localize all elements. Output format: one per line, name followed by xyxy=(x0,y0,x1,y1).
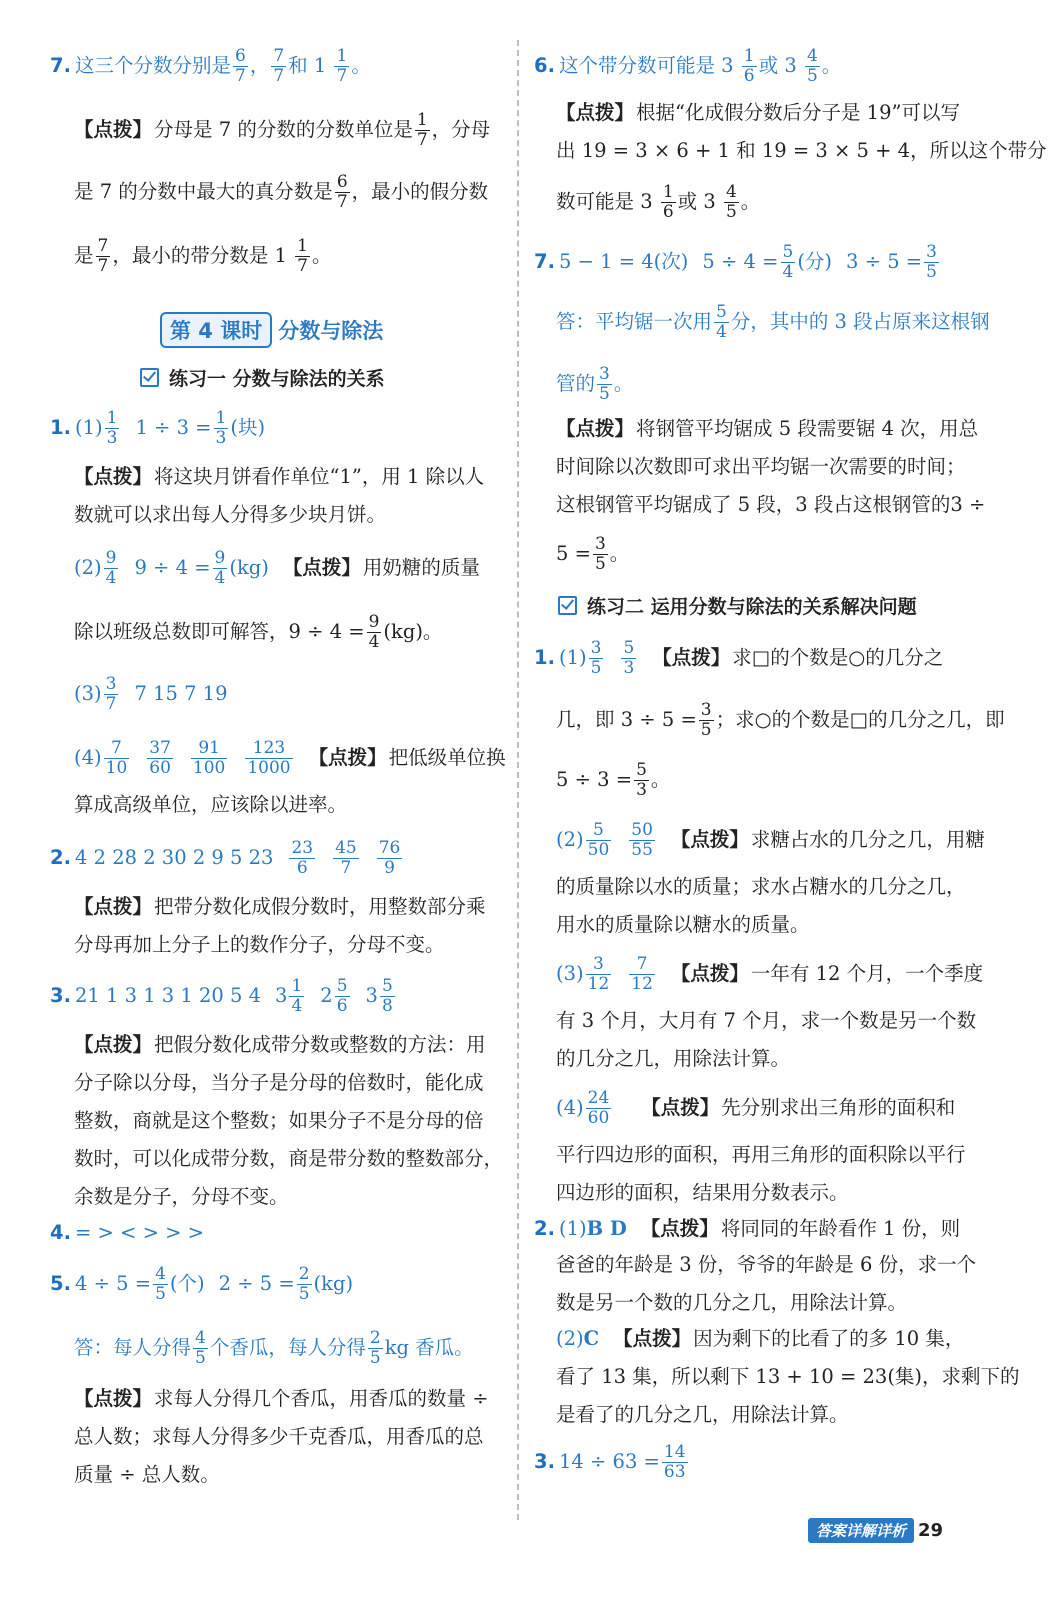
fraction: $\frac{4}{5}$ xyxy=(806,46,818,86)
fraction: $\frac{23}{6}$ xyxy=(291,838,314,878)
right-q7-hint-line2: 时间除以次数即可求出平均锯一次需要的时间； xyxy=(556,455,966,478)
left-q5-hint-line1: 【点拨】 求每人分得几个香瓜，用香瓜的数量 ÷ xyxy=(74,1387,489,1410)
left-q2-hint-line1: 【点拨】 把带分数化成假分数时，用整数部分乘 xyxy=(74,895,486,918)
right-p2-answer: 2. (1)B D 【点拨】 将同同的年龄看作 1 份，则 xyxy=(534,1217,961,1240)
right-q7-hint-line4: 5 = $\frac{3}{5}$ 。 xyxy=(556,534,630,574)
right-p1b-answer: (2) $\frac{5}{50}$ $\frac{50}{55}$ 【点拨】 求糖占水的几分之几，用糖 xyxy=(556,820,985,860)
right-q7-hint-line1: 【点拨】 将钢管平均锯成 5 段需要锯 4 次，用总 xyxy=(556,417,979,440)
fraction: $\frac{3}{5}$ xyxy=(594,534,606,574)
fraction: $\frac{123}{1000}$ xyxy=(247,738,291,778)
fraction: $\frac{5}{3}$ xyxy=(636,760,647,800)
fraction: $\frac{2}{5}$ xyxy=(298,1264,310,1304)
left-q3-hint-line3: 整数，商就是这个整数；如果分子不是分母的倍 xyxy=(74,1109,484,1132)
left-q7-hint-line1: 【点拨】 分母是 7 的分数的分数单位是 $\frac{1}{7}$ ，分母 xyxy=(74,110,491,150)
right-p1c-hint-line2: 有 3 个月，大月有 7 个月，求一个数是另一个数 xyxy=(556,1009,977,1032)
fraction: $\frac{5}{6}$ xyxy=(336,976,348,1016)
right-p3-answer: 3. 14 ÷ 63 = $\frac{14}{63}$ xyxy=(534,1442,686,1482)
right-p2-hint-line2: 爸爸的年龄是 3 份，爷爷的年龄是 6 份，求一个 xyxy=(556,1253,977,1276)
fraction: $\frac{1}{7}$ xyxy=(297,236,308,276)
right-p1-hint-line3: 5 ÷ 3 = $\frac{5}{3}$ 。 xyxy=(556,760,671,800)
right-p1c-hint-line3: 的几分之几，用除法计算。 xyxy=(556,1047,791,1070)
left-q1d-hint-line2: 算成高级单位，应该除以进率。 xyxy=(74,793,348,816)
right-q7-answer-sentence-2: 管的 $\frac{3}{5}$ 。 xyxy=(556,364,634,404)
right-p1d-hint-line2: 平行四边形的面积，再用三角形的面积除以平行 xyxy=(556,1143,966,1166)
page-footer xyxy=(808,1518,943,1543)
fraction: $\frac{45}{7}$ xyxy=(335,838,357,878)
left-q1-hint-line1: 【点拨】 将这块月饼看作单位“1”，用 1 除以人 xyxy=(74,465,485,488)
right-p1c-answer: (3) $\frac{3}{12}$ $\frac{7}{12}$ 【点拨】 一年有 12 个月，一个季度 xyxy=(556,954,984,994)
right-q7-answer: 7. 5 − 1 = 4(次) 5 ÷ 4 = $\frac{5}{4}$ (分) 3 ÷ 5 = $\frac{3}{5}$ xyxy=(534,242,937,282)
right-p2-hint-line3: 数是另一个数的几分之几，用除法计算。 xyxy=(556,1291,908,1314)
left-q5-hint-line2: 总人数；求每人分得多少千克香瓜，用香瓜的总 xyxy=(74,1425,484,1448)
page-number: 29 xyxy=(918,1520,944,1541)
fraction: $\frac{3}{12}$ xyxy=(587,954,610,994)
right-q6-hint-line2: 出 19 = 3 × 6 + 1 和 19 = 3 × 5 + 4，所以这个带分 xyxy=(556,139,1047,162)
fraction: $\frac{4}{5}$ xyxy=(155,1264,166,1304)
checkbox-icon xyxy=(558,596,577,615)
left-q1c-answer: (3) $\frac{3}{7}$ 7 15 7 19 xyxy=(74,674,228,714)
left-q1d-answer: (4) $\frac{7}{10}$ $\frac{37}{60}$ $\frac{91}{100}$ $\frac{123}{1000}$ 【点拨】 把低级单位换 xyxy=(74,738,506,778)
lesson-title: 第 4 课时 分数与除法 xyxy=(160,312,383,348)
fraction: $\frac{5}{4}$ xyxy=(716,302,727,342)
fraction: $\frac{37}{60}$ xyxy=(149,738,171,778)
right-q7-answer-sentence-1: 答：平均锯一次用 $\frac{5}{4}$ 分，其中的 3 段占原来这根钢 xyxy=(556,302,990,342)
fraction: $\frac{6}{7}$ xyxy=(336,172,348,212)
left-q2-answer: 2. 4 2 28 2 30 2 9 5 23 $\frac{23}{6}$ $\frac{45}{7}$ $\frac{76}{9}$ xyxy=(50,838,401,878)
fraction: $\frac{7}{7}$ xyxy=(273,46,285,86)
fraction: $\frac{1}{4}$ xyxy=(291,976,303,1016)
checkbox-icon xyxy=(140,368,159,387)
left-q1-answer: 1. (1) $\frac{1}{3}$ 1 ÷ 3 = $\frac{1}{3}$ (块) xyxy=(50,408,266,448)
right-p1b-hint-line3: 用水的质量除以糖水的质量。 xyxy=(556,913,810,936)
fraction: $\frac{6}{7}$ xyxy=(235,46,246,86)
fraction: $\frac{5}{8}$ xyxy=(381,976,393,1016)
fraction: $\frac{1}{7}$ xyxy=(416,110,428,150)
column-divider xyxy=(517,40,519,1520)
fraction: $\frac{3}{5}$ xyxy=(926,242,937,282)
left-q5-answer: 5. 4 ÷ 5 = $\frac{4}{5}$ (个) 2 ÷ 5 = $\frac{2}{5}$ (kg) xyxy=(50,1264,354,1304)
fraction: $\frac{3}{5}$ xyxy=(700,700,712,740)
left-q3-answer: 3. 21 1 3 1 3 1 20 5 4 3 $\frac{1}{4}$ 2 $\frac{5}{6}$ 3 $\frac{5}{8}$ xyxy=(50,976,393,1016)
right-p2b-hint-line3: 是看了的几分之几，用除法计算。 xyxy=(556,1403,849,1426)
right-p1-answer: 1. (1) $\frac{3}{5}$ $\frac{5}{3}$ 【点拨】 求□的个数是○的几分之 xyxy=(534,638,944,678)
left-q7-answer: 7. 这三个分数分别是 $\frac{6}{7}$ ， $\frac{7}{7}$ 和 1 $\frac{1}{7}$ 。 xyxy=(50,46,371,86)
fraction: $\frac{91}{100}$ xyxy=(192,738,226,778)
left-q5-answer-sentence: 答：每人分得 $\frac{4}{5}$ 个香瓜，每人分得 $\frac{2}{5}$ kg 香瓜。 xyxy=(74,1328,474,1368)
right-p1-hint-line2: 几，即 3 ÷ 5 = $\frac{3}{5}$ ；求○的个数是□的几分之几，即 xyxy=(556,700,1005,740)
right-p2b-hint-line2: 看了 13 集，所以剩下 13 + 10 = 23(集)，求剩下的 xyxy=(556,1365,1020,1388)
right-q6-hint-line1: 【点拨】 根据“化成假分数后分子是 19”可以写 xyxy=(556,101,960,124)
right-p1d-answer: (4) $\frac{24}{60}$ 【点拨】 先分别求出三角形的面积和 xyxy=(556,1088,956,1128)
fraction: $\frac{1}{3}$ xyxy=(215,408,227,448)
fraction: $\frac{1}{6}$ xyxy=(743,46,755,86)
footer-label: 答案详解详析 xyxy=(808,1518,914,1543)
fraction: $\frac{2}{5}$ xyxy=(369,1328,381,1368)
right-q6-answer: 6. 这个带分数可能是 3 $\frac{1}{6}$ 或 3 $\frac{4}{5}$ 。 xyxy=(534,46,842,86)
fraction: $\frac{4}{5}$ xyxy=(195,1328,206,1368)
right-p2b-answer: (2)C 【点拨】 因为剩下的比看了的多 10 集， xyxy=(556,1327,965,1350)
fraction: $\frac{14}{63}$ xyxy=(663,1442,686,1482)
left-q2-hint-line2: 分母再加上分子上的数作分子，分母不变。 xyxy=(74,933,445,956)
left-q4-answer: 4. = > < > > > xyxy=(50,1221,205,1244)
fraction: $\frac{1}{6}$ xyxy=(662,182,674,222)
section-exercise-2: 练习二 运用分数与除法的关系解决问题 xyxy=(558,592,917,619)
fraction: $\frac{76}{9}$ xyxy=(378,838,401,878)
right-p1b-hint-line2: 的质量除以水的质量；求水占糖水的几分之几， xyxy=(556,875,966,898)
right-p1d-hint-line3: 四边形的面积，结果用分数表示。 xyxy=(556,1181,849,1204)
fraction: $\frac{24}{60}$ xyxy=(587,1088,610,1128)
left-q1b-answer: (2) $\frac{9}{4}$ 9 ÷ 4 = $\frac{9}{4}$ (kg) 【点拨】 用奶糖的质量 xyxy=(74,548,480,588)
lesson-number-badge: 第 4 课时 xyxy=(160,312,272,348)
right-q7-hint-line3: 这根钢管平均锯成了 5 段，3 段占这根钢管的3 ÷ xyxy=(556,493,986,516)
fraction: $\frac{1}{3}$ xyxy=(106,408,118,448)
left-q1b-hint-line2: 除以班级总数即可解答，9 ÷ 4 = $\frac{9}{4}$ (kg)。 xyxy=(74,612,443,652)
left-q3-hint-line1: 【点拨】 把假分数化成带分数或整数的方法：用 xyxy=(74,1033,486,1056)
fraction: $\frac{50}{55}$ xyxy=(631,820,653,860)
fraction: $\frac{3}{7}$ xyxy=(105,674,117,714)
fraction: $\frac{9}{4}$ xyxy=(105,548,117,588)
fraction: $\frac{3}{5}$ xyxy=(590,638,602,678)
left-q7-hint-line2: 是 7 的分数中最大的真分数是 $\frac{6}{7}$ ，最小的假分数 xyxy=(74,172,489,212)
left-q5-hint-line3: 质量 ÷ 总人数。 xyxy=(74,1463,220,1486)
fraction: $\frac{9}{4}$ xyxy=(368,612,380,652)
left-q3-hint-line2: 分子除以分母，当分子是分母的倍数时，能化成 xyxy=(74,1071,484,1094)
fraction: $\frac{3}{5}$ xyxy=(599,364,610,404)
left-q1-hint-line2: 数就可以求出每人分得多少块月饼。 xyxy=(74,503,387,526)
fraction: $\frac{9}{4}$ xyxy=(214,548,226,588)
fraction: $\frac{5}{3}$ xyxy=(623,638,635,678)
fraction: $\frac{1}{7}$ xyxy=(336,46,348,86)
fraction: $\frac{5}{50}$ xyxy=(587,820,610,860)
fraction: $\frac{7}{12}$ xyxy=(631,954,653,994)
left-q3-hint-line4: 数时，可以化成带分数，商是带分数的整数部分， xyxy=(74,1147,504,1170)
left-q7-hint-line3: 是 $\frac{7}{7}$ ，最小的带分数是 1 $\frac{1}{7}$ 。 xyxy=(74,236,332,276)
fraction: $\frac{4}{5}$ xyxy=(725,182,737,222)
fraction: $\frac{5}{4}$ xyxy=(782,242,794,282)
right-q6-hint-line3: 数可能是 3 $\frac{1}{6}$ 或 3 $\frac{4}{5}$ 。 xyxy=(556,182,761,222)
fraction: $\frac{7}{10}$ xyxy=(105,738,128,778)
fraction: $\frac{7}{7}$ xyxy=(97,236,109,276)
left-q3-hint-line5: 余数是分子，分母不变。 xyxy=(74,1185,289,1208)
section-exercise-1: 练习一 分数与除法的关系 xyxy=(140,364,385,391)
